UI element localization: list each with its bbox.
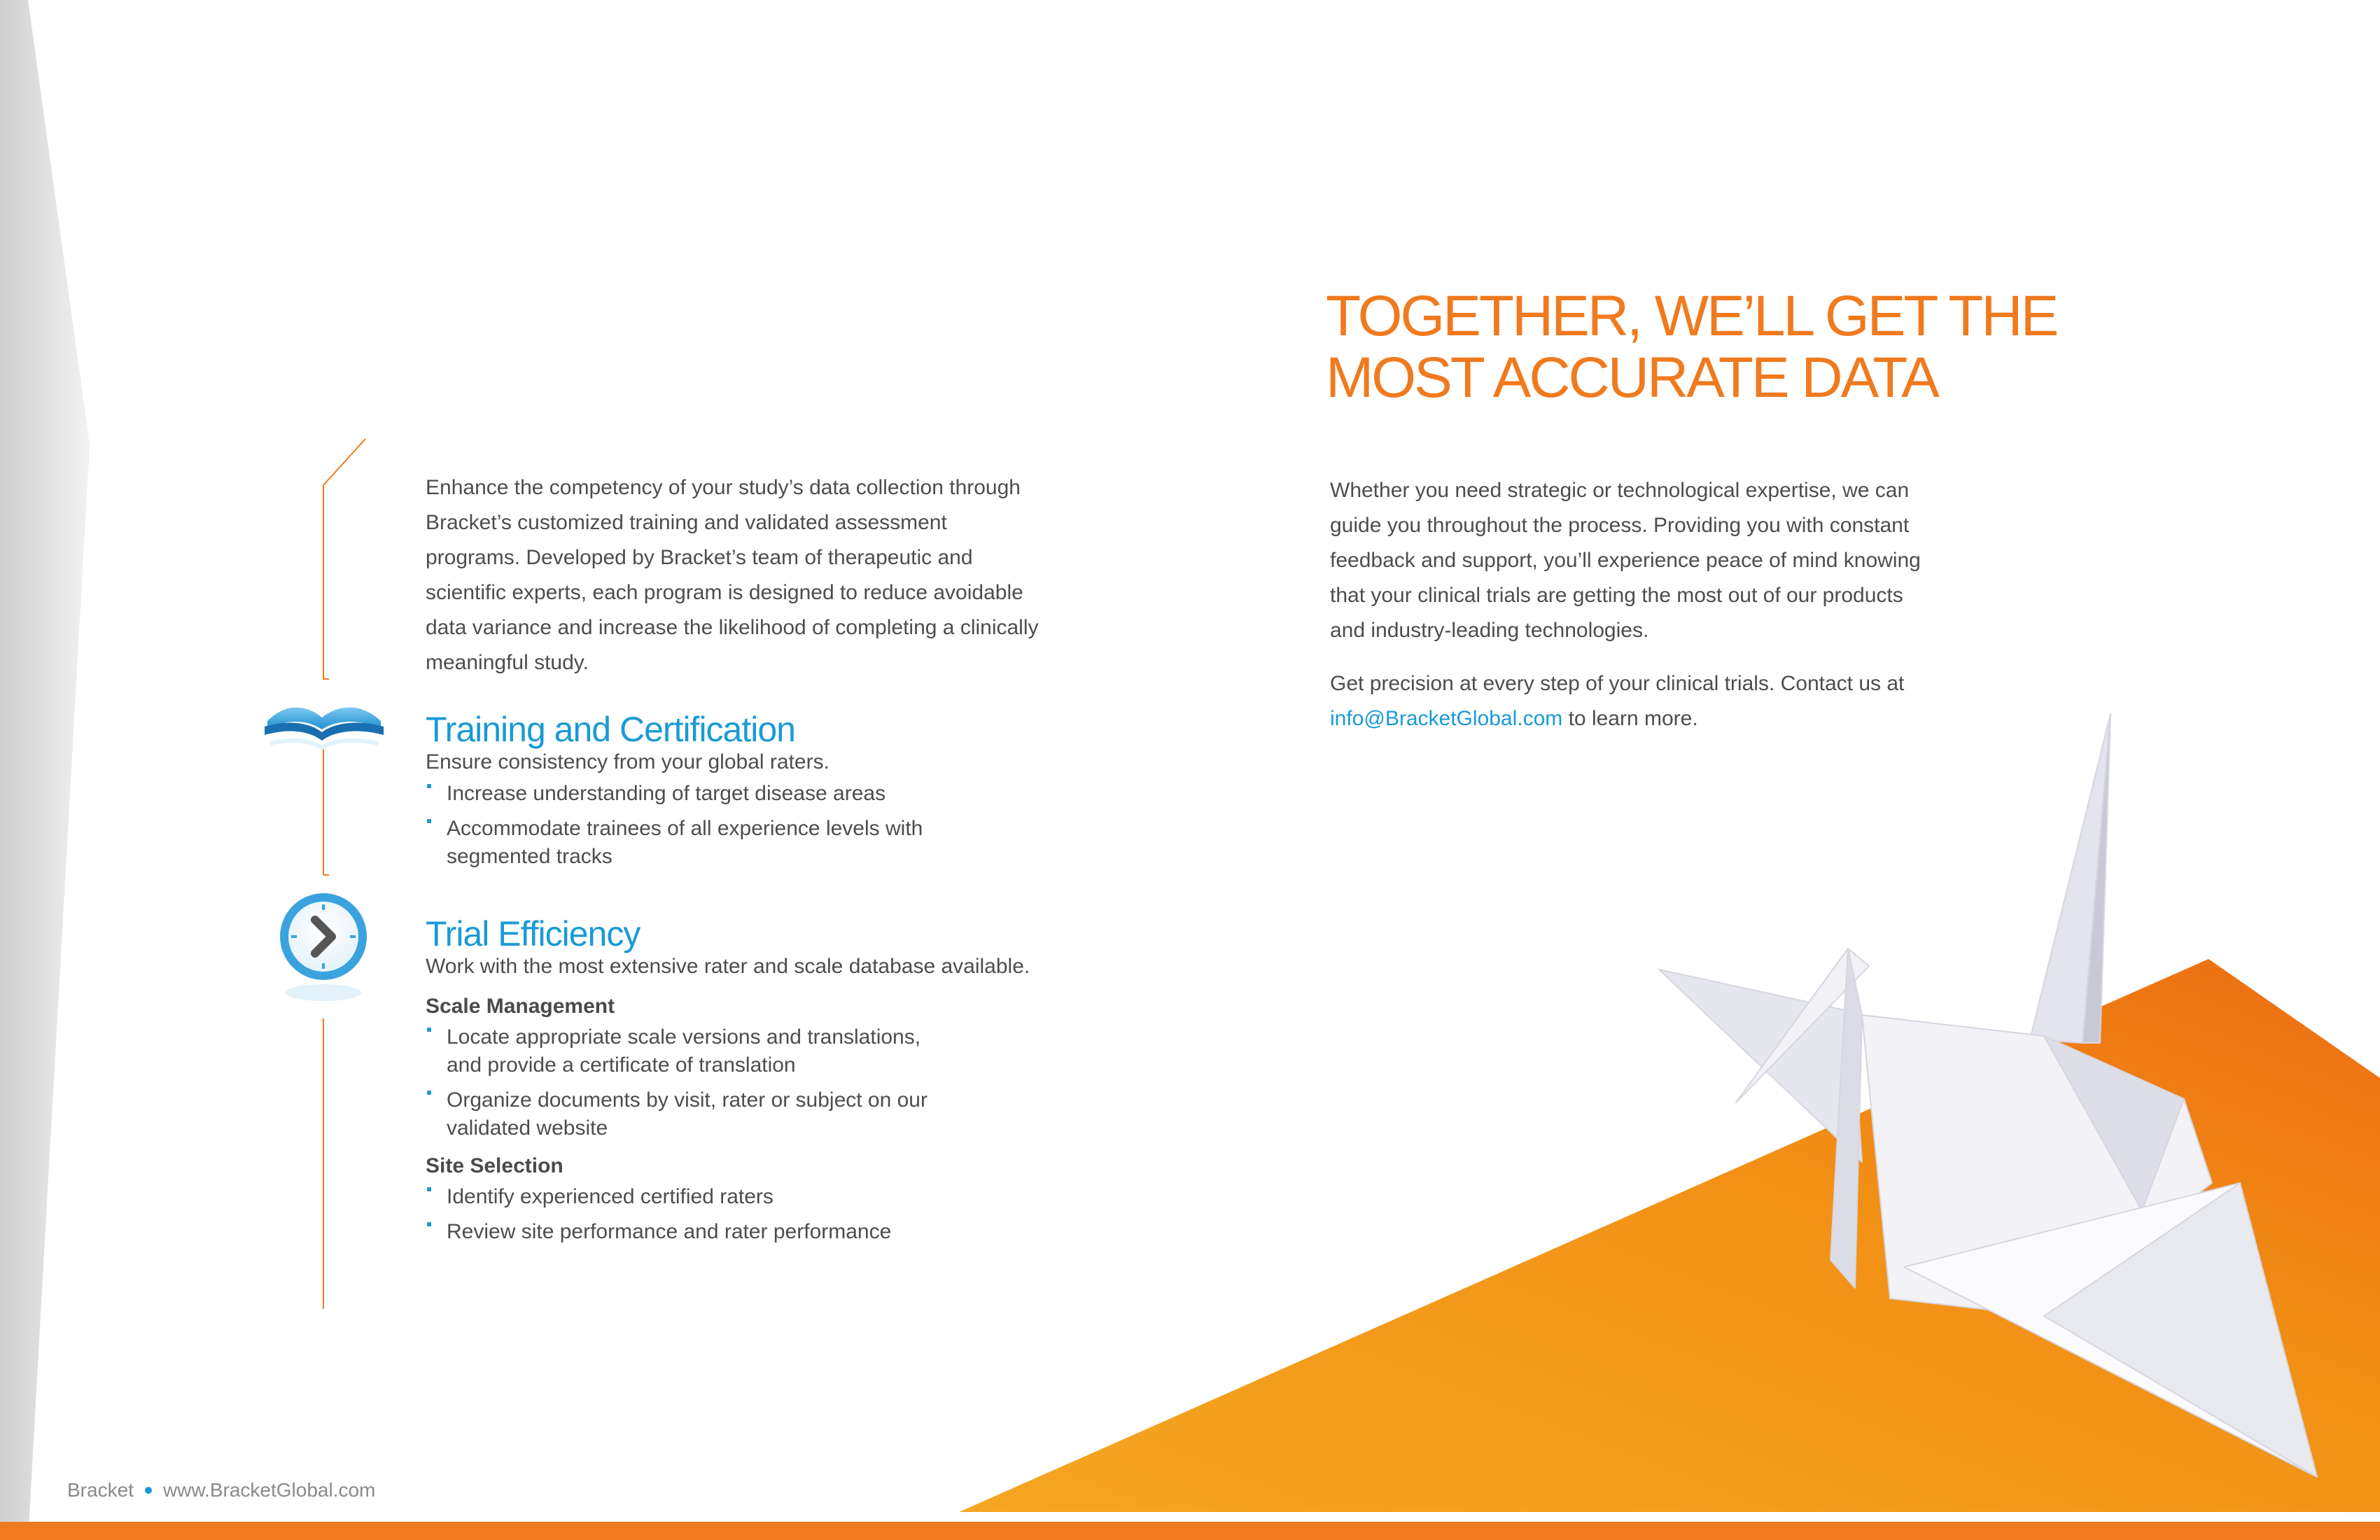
efficiency-subtitle: Work with the most extensive rater and scale database available.: [426, 955, 1030, 978]
footer-separator-dot: [145, 1487, 152, 1494]
cta-line-2: [1330, 701, 2002, 736]
intro-line: meaningful study.: [426, 651, 589, 674]
clock-icon: [274, 888, 372, 1014]
right-paragraph: [1330, 473, 2002, 736]
page-headline: [1326, 286, 2057, 409]
site-bullet-list: [426, 1183, 1056, 1246]
bullet-dot: [427, 1187, 431, 1191]
bullet-dot: [427, 1028, 431, 1032]
bullet-dot: [427, 1222, 431, 1226]
training-bullet-list: [426, 780, 1056, 871]
bullet-dot: [427, 1091, 431, 1095]
intro-line: data variance and increase the likelihood of completing a clinically: [426, 616, 1039, 639]
bullet-text: Organize documents by visit, rater or subject on our: [447, 1088, 927, 1112]
headline-line: MOST ACCURATE DATA: [1326, 346, 1938, 410]
bullet-text: Accommodate trainees of all experience levels with: [447, 817, 923, 840]
cta-line: Get precision at every step of your clinical trials. Contact us at: [1330, 672, 1905, 695]
scale-management-heading: Scale Management: [426, 995, 615, 1018]
bullet-text: Locate appropriate scale versions and translations,: [447, 1026, 921, 1049]
training-subtitle: Ensure consistency from your global raters.: [426, 750, 830, 774]
bullet-text: Increase understanding of target disease areas: [447, 782, 886, 805]
bullet-text: and provide a certificate of translation: [447, 1054, 796, 1077]
page-edge-decoration: [0, 0, 98, 1540]
intro-line: Enhance the competency of your study’s data collection through: [426, 476, 1021, 499]
open-book-icon: [260, 686, 386, 770]
intro-line: scientific experts, each program is designed to reduce avoidable: [426, 581, 1023, 604]
bullet-text: Review site performance and rater performance: [447, 1220, 892, 1243]
list-item: [426, 1086, 1056, 1142]
right-line: and industry-leading technologies.: [1330, 619, 1649, 642]
page-footer: [67, 1479, 375, 1502]
headline-line: TOGETHER, WE’LL GET THE: [1326, 284, 2057, 348]
efficiency-title: Trial Efficiency: [426, 914, 640, 953]
bullet-dot: [427, 784, 431, 788]
footer-brand: Bracket: [67, 1479, 134, 1501]
bullet-text: segmented tracks: [447, 845, 612, 868]
right-line: feedback and support, you’ll experience peace of mind knowing: [1330, 549, 1921, 572]
contact-email-link[interactable]: info@BracketGlobal.com: [1330, 707, 1563, 730]
list-item: [426, 815, 1056, 871]
intro-line: programs. Developed by Bracket’s team of therapeutic and: [426, 546, 973, 569]
bullet-text: Identify experienced certified raters: [447, 1185, 774, 1208]
right-line: guide you throughout the process. Providing you with constant: [1330, 514, 1910, 537]
list-item: [426, 1183, 1056, 1211]
training-title: Training and Certification: [426, 710, 795, 749]
efficiency-section: [426, 913, 1056, 1253]
list-item: [426, 1218, 1056, 1246]
site-selection-heading: Site Selection: [426, 1154, 564, 1177]
list-item: [426, 780, 1056, 808]
origami-crane-icon: [1652, 707, 2338, 1484]
bullet-text: validated website: [447, 1116, 608, 1140]
bullet-dot: [427, 819, 431, 823]
footer-url-link[interactable]: www.BracketGlobal.com: [162, 1479, 376, 1501]
right-line: that your clinical trials are getting the most out of our products: [1330, 584, 1903, 607]
training-section: [426, 708, 1056, 878]
scale-bullet-list: [426, 1023, 1056, 1142]
right-line: Whether you need strategic or technological expertise, we can: [1330, 479, 1910, 502]
list-item: [426, 1023, 1056, 1079]
cta-rest-text: to learn more.: [1562, 707, 1698, 730]
intro-line: Bracket’s customized training and validated assessment: [426, 511, 947, 534]
timeline-connector: [308, 438, 378, 1312]
intro-paragraph: [426, 470, 1098, 680]
